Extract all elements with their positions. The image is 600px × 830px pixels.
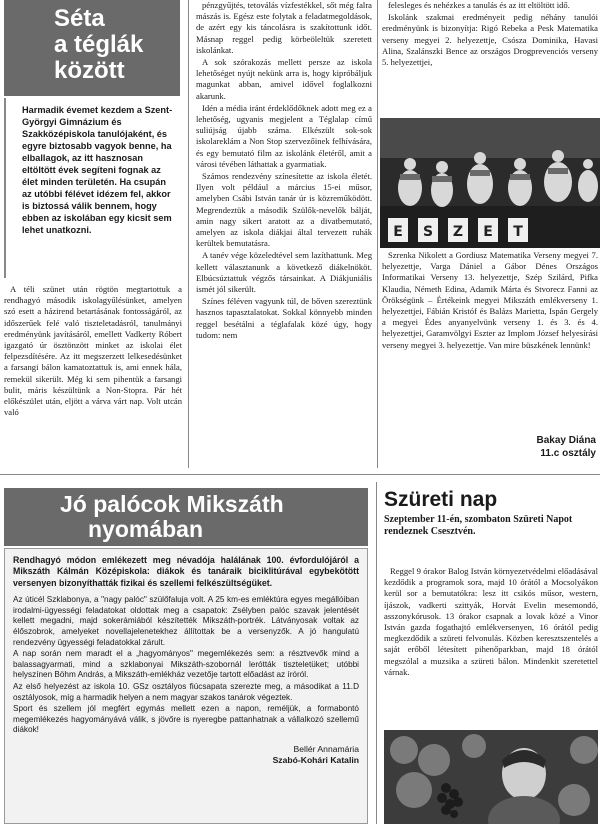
article1-column-3a (382, 0, 598, 116)
paragraph: A nap során nem maradt el a „hagyományos" megemlékezés sem: a résztvevők mind a balassagyarmati, mind a szklabonyai Mikszáth-szobornál lerótták tiszteletüket; utóbbi helyszínen Böhm András, a Mikszáth-emlékház vezetője tartott előadást az íróról. (13, 649, 359, 680)
title-line: nyomában (88, 516, 204, 542)
title-line: között (54, 57, 125, 84)
article2-title (4, 488, 368, 542)
paragraph: felesleges és nehézkes a tanulás és az itt eltöltött idő. (388, 0, 570, 10)
column-divider (188, 0, 189, 468)
article1-title-block (4, 0, 180, 96)
paragraph: Az első helyezést az iskola 10. GSz osztályos fiúcsapata szerezte meg, a másodikat a 11.D osztályosok, míg a harmadik helyen a nem magyar szakos tanárok végeztek. (13, 681, 359, 702)
article3-body (384, 566, 598, 679)
author-name: Bakay Diána (536, 435, 596, 446)
title-line: a téglák (54, 31, 144, 58)
article2-signature (13, 744, 359, 766)
column-divider (377, 0, 378, 468)
paragraph: Az úticél Szklabonya, a "nagy palóc" szülőfaluja volt. A 25 km-es emléktúra egyes megállóiban irodalmi-ügyességi feladatokat oldottak meg a csapatok: Zsélyben palóc szavak jelentését kellett megadni, majd sokerámiából készítették Mikszáth-portrék. Látványosak voltak az élőszobrok, amelyeket novellajelenetekhez állítottak be a versenyzők. A jó hangulatú rendezvény ügyességi feladatokkal zárult. (13, 595, 359, 647)
article2-box (4, 548, 368, 824)
paragraph: Színes féléven vagyunk túl, de bőven szereztünk hasznos tapasztalatokat. Sokkal könnyebb minden reggel besétálni a téglafalak közé úgy, hogy tudom: nem (196, 296, 372, 340)
paragraph: A sok szórakozás mellett persze az iskola lehetőséget nyújt nekünk arra is, hogy kipróbáljuk magunkat abban, amivel idővel foglalkozni akarunk. (196, 57, 372, 101)
grape-harvest-illustration (384, 730, 598, 824)
author-name: Szabó-Kohári Katalin (272, 754, 359, 765)
paragraph: Szrenka Nikolett a Gordiusz Matematika Verseny megyei 7. helyezettje, Varga Dániel a Gábor Dénes Országos Informatikai Verseny 13. helyezettje, Szép Szilárd, Pifka Klaudia, Németh Edina, Adamik Márta és Stvorecz Fanni az Örökségünk – Értékeink megyei Mikszáth emlékverseny 1. helyezettjei, Fábián Kristóf és Balázs Marietta, Ispán Gergely a megyei Édes anyanyelvünk verseny 1. és 3. és 4. helyezettjei, Garamvölgyi Eszter az Implom József helyesírási verseny megyei 3. helyezettje. Van mire büszkének lennünk! (382, 250, 598, 350)
title-line: Séta (54, 5, 105, 32)
folk-dance-photo (380, 118, 600, 248)
article1-column-1 (4, 284, 182, 464)
article1-signature (382, 434, 596, 460)
article1-title (4, 0, 180, 84)
paragraph: Sport és szellem jól megfért egymás mellett ezen a napon, reméljük, a formabontó megemlékezés hagyományává válik, s jövőre is nyeregbe pattanhatnak a vállalkozó szellemű diákok! (13, 704, 359, 735)
column-divider (376, 482, 377, 824)
banner-letter: E (483, 224, 493, 240)
paragraph: pénzgyűjtés, tetoválás vízfestékkel, sőt még falra mászás is. Egész este folytak a feladatmegoldások, de azért egy kis táncolásra is szakítottunk időt. Másnap reggel pedig körbeöleltük szeretett iskolánkat. (196, 0, 372, 55)
article1-column-2 (196, 0, 372, 468)
article1-column-3b (382, 250, 598, 434)
author-class: 11.c osztály (540, 448, 596, 459)
article1-lead: Harmadik évemet kezdem a Szent-Györgyi Gimnázium és Szakközépiskola tanulójaként, és egyre biztosabb vagyok benne, ha elballagok, az itt hasznosan eltöltött évek segíteni fognak az élet minden területén. Ha csupán az utóbbi félévet idézem fel, akkor is biztossá válik bennem, hogy ebben az iskolában egy kicsit sem lehet unatkozni. (4, 98, 180, 278)
paragraph: A tanév vége közeledtével sem lazíthattunk. Meg kellett választanunk a következő diákelnököt. Elbúcsúztattuk végzős társainkat. A Diákjuniális ismét jól sikerült. (196, 250, 372, 295)
article2-title-block (4, 488, 368, 546)
section-divider (0, 474, 600, 475)
article2-body (13, 595, 359, 736)
paragraph: Reggel 9 órakor Balog István környezetvédelmi előadásával kezdődik a programok sora, majd 10 órától a Mocsolyákon kerül sor a bemutatókra: lesz itt csikós műsor, western, íjászok, vadkerti szittyák, Horvát Evelin mesemondó, asszonykórusok. 13 órakor csapnak a lovak közé a Vinor István gazda fogathajtó emlékversenyen, 16 órától pedig megkezdődik a szüreti felvonulás. Közben keresztszentelés a saját erőből létesített pihenőparkban, majd 18 órától megszólal a muzsika a szüreti bálon. Mindenkit szeretettel várnak. (384, 566, 598, 677)
banner-letter: S (422, 224, 434, 240)
paragraph: A téli szünet után rögtön megtartottuk a rendhagyó második iskolagyűlésünket, amelyen szó esett a házirend betartásának fontosságáról, az időszerűek felé való tiszteletadásról, tanulmányi eredményünk javításáról, emellett Vadkerty Róbert igazgató úr ösztönzött minket az iskolai élet felpezsdítésére. Az itt megszerzett lelkesedésünket a farsangi bálon kamatoztattuk is, ami ennek hála, remekül sikerült. Még ki sem pihentük a farsangi bulit, máris készültünk a Non-Stopra. Pár hét előkészület után, eljött a várva várt nap. Volt utcán való (4, 284, 182, 418)
folk-dance-illustration (380, 118, 600, 248)
author-name: Bellér Annamária (293, 743, 359, 754)
banner-letter: Z (452, 224, 464, 240)
grape-harvest-photo (384, 730, 598, 824)
article2-lead: Rendhagyó módon emlékezett meg névadója halálának 100. évfordulójáról a Mikszáth Kálmán Középiskola: diákok és tanáraik biciklitúrával egybekötött versenyen bizonyíthatták fizikai és szellemi felkészültségüket. (13, 555, 359, 588)
paragraph: Számos rendezvény színesítette az iskola életét. Ilyen volt például a március 15-ei műsor, amelyben Csábi István tanár úr is közreműködött. Megrendeztük a második Szülők-nevelők bálját, amin nagy sikert aratott az a divatbemutató, amelyen az iskola diákjai által tervezett ruhák kerültek bemutatásra. (196, 171, 372, 249)
banner-letter: T (513, 224, 523, 240)
article3-lead: Szeptember 11-én, szombaton Szüreti Napot rendeznek Csesztvén. (384, 514, 573, 538)
paragraph: Iskolánk szakmai eredményeit pedig néhány tanulói eredményünk is bizonyítja: Rigó Rebeka a Pesk Matematika verseny megyei 2. helyezettje, Csósza Dominika, Havasi Alina, Szalánszki Bence az országos Drogprevenciós verseny 5. helyezettjei, (382, 12, 598, 68)
article3-title: Szüreti nap (384, 488, 498, 511)
banner-letter: E (393, 224, 403, 240)
paragraph: Idén a média iránt érdeklődőknek adott meg ez a lehetőség, ugyanis megjelent a Téglalap című suliújság újabb száma. Elkészült sok-sok iskolareklám a Non Stop szervezőinek felhívására, és egy bemutató film az iskolánk életéről, amit a városi tévében láthattak a gyarmatiak. (196, 102, 372, 169)
title-line: Jó palócok Mikszáth (60, 491, 284, 517)
